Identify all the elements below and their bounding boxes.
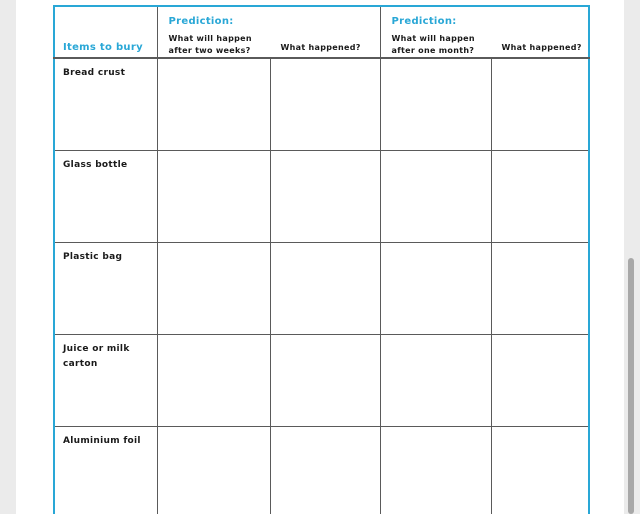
prediction-one-month-cell[interactable]	[380, 58, 491, 150]
item-cell	[54, 58, 157, 150]
prediction-one-month-header	[380, 6, 491, 58]
table-row	[54, 150, 589, 242]
what-happened-label: What happened?	[501, 43, 582, 52]
table-row	[54, 334, 589, 426]
item-label: Aluminium foil	[63, 435, 141, 446]
prediction-title: Prediction:	[391, 16, 457, 27]
burial-prediction-table	[53, 5, 590, 514]
items-to-bury-label: Items to bury	[63, 42, 143, 53]
prediction-two-weeks-cell[interactable]	[157, 150, 270, 242]
item-cell	[54, 426, 157, 514]
what-happened-two-weeks-header	[270, 6, 380, 58]
prediction-two-weeks-header	[157, 6, 270, 58]
item-label: Glass bottle	[63, 159, 128, 170]
what-happened-two-weeks-cell[interactable]	[270, 426, 380, 514]
header-row	[54, 6, 589, 58]
prediction-one-month-cell[interactable]	[380, 150, 491, 242]
prediction-one-month-cell[interactable]	[380, 426, 491, 514]
prediction-two-weeks-cell[interactable]	[157, 242, 270, 334]
what-happened-one-month-cell[interactable]	[491, 334, 589, 426]
table-row	[54, 58, 589, 150]
item-cell	[54, 150, 157, 242]
item-label: Plastic bag	[63, 251, 123, 262]
prediction-two-weeks-cell[interactable]	[157, 334, 270, 426]
prediction-one-month-cell[interactable]	[380, 242, 491, 334]
items-header-cell	[54, 6, 157, 58]
table-row	[54, 242, 589, 334]
what-happened-two-weeks-cell[interactable]	[270, 150, 380, 242]
prediction-one-month-cell[interactable]	[380, 334, 491, 426]
item-cell	[54, 334, 157, 426]
prediction-title: Prediction:	[168, 16, 234, 27]
item-label: Juice or milk carton	[63, 343, 130, 369]
what-happened-one-month-cell[interactable]	[491, 150, 589, 242]
what-happened-one-month-cell[interactable]	[491, 58, 589, 150]
what-happened-two-weeks-cell[interactable]	[270, 242, 380, 334]
prediction-two-weeks-cell[interactable]	[157, 426, 270, 514]
what-happened-label: What happened?	[280, 43, 361, 52]
item-label: Bread crust	[63, 68, 126, 78]
what-happened-one-month-cell[interactable]	[491, 426, 589, 514]
what-happened-two-weeks-cell[interactable]	[270, 58, 380, 150]
prediction-two-weeks-question: What will happen after two weeks?	[168, 34, 252, 55]
what-happened-two-weeks-cell[interactable]	[270, 334, 380, 426]
prediction-one-month-question: What will happen after one month?	[391, 34, 475, 55]
vertical-scrollbar-thumb[interactable]	[628, 258, 634, 514]
what-happened-one-month-header	[491, 6, 589, 58]
table-row	[54, 426, 589, 514]
item-cell	[54, 242, 157, 334]
worksheet-page	[16, 0, 624, 514]
what-happened-one-month-cell[interactable]	[491, 242, 589, 334]
prediction-two-weeks-cell[interactable]	[157, 58, 270, 150]
